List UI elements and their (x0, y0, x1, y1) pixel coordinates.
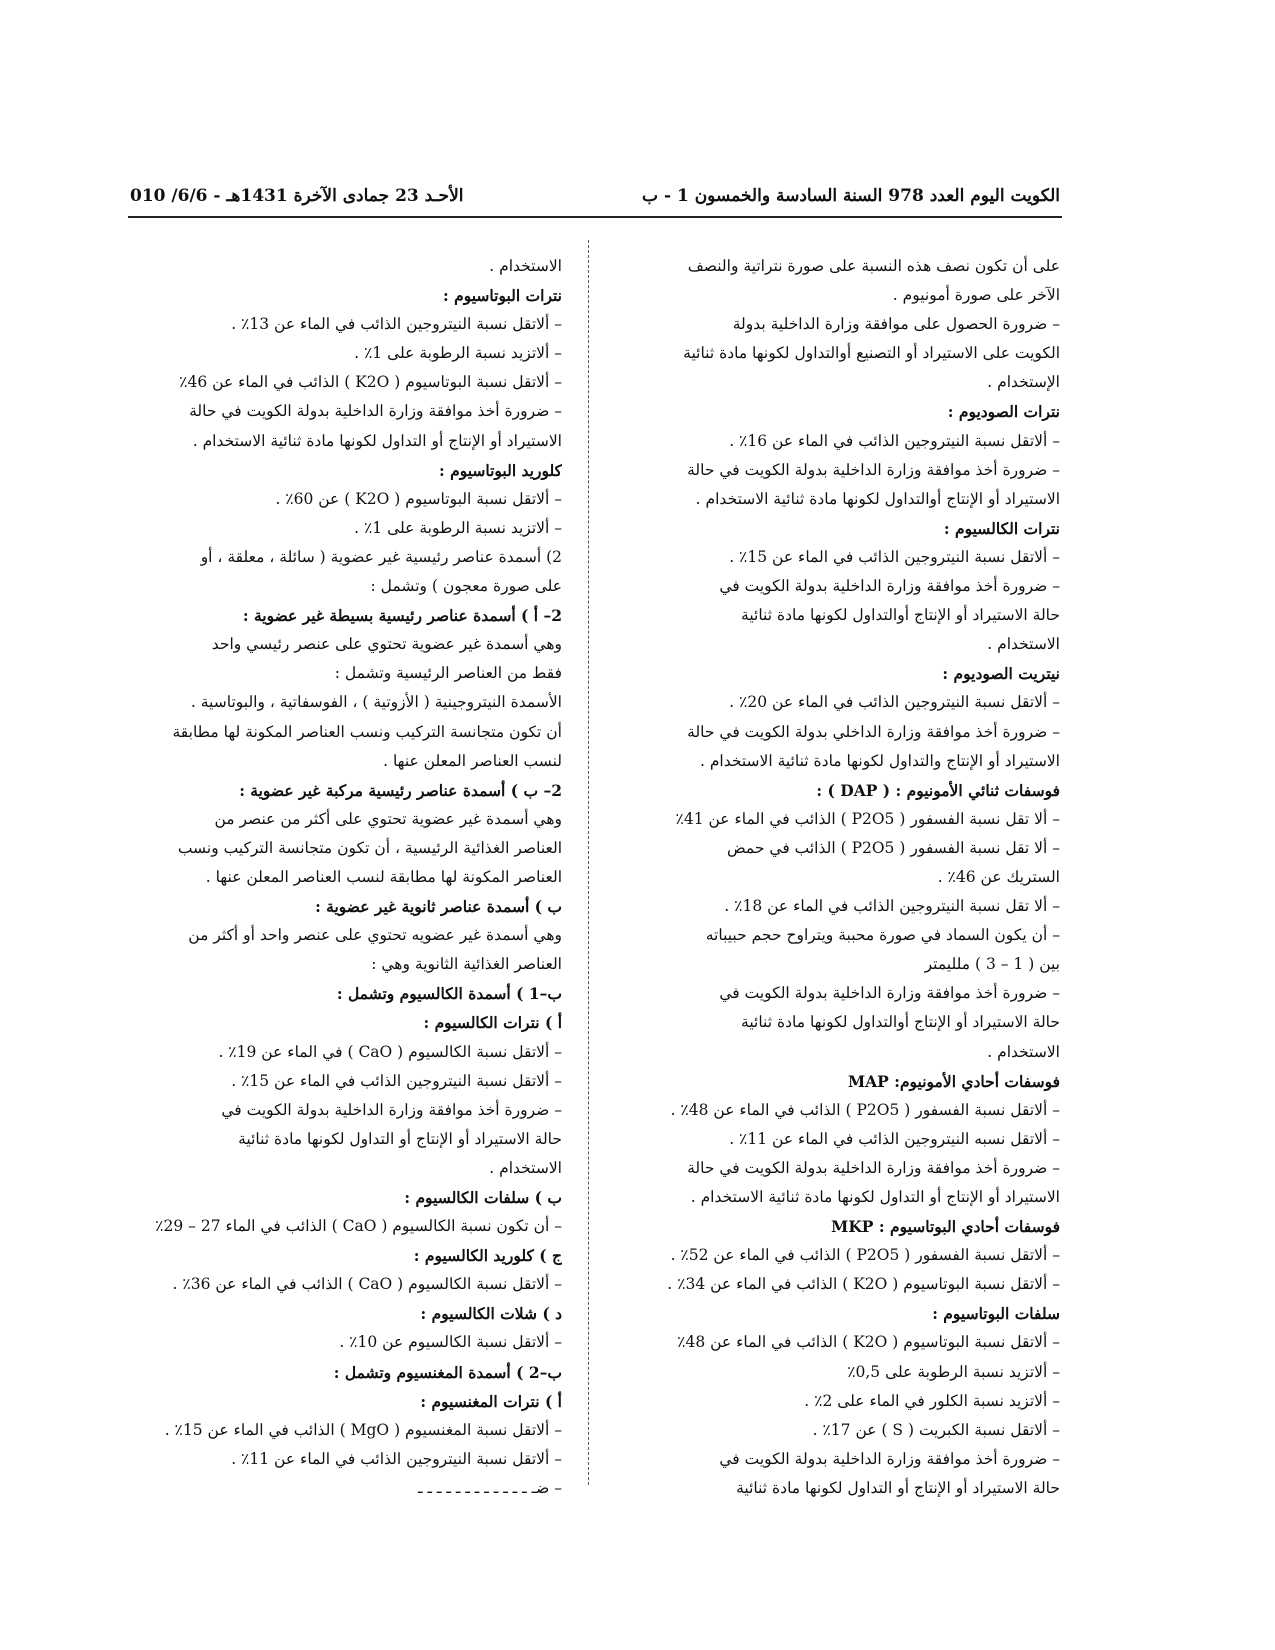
text-line: وهي أسمدة غير عضوية تحتوي على عنصر رئيسي واحد (211, 635, 562, 654)
text-line: – أن تكون نسبة الكالسيوم ( CaO ) الذائب في الماء 27 – 29٪ (155, 1217, 562, 1236)
section-heading: نترات الكالسيوم : (943, 518, 1060, 538)
text-line: الآخر على صورة أمونيوم . (892, 286, 1060, 305)
header-issue-info: الكويت اليوم العدد 978 السنة السادسة والخمسون 1 - ب (642, 186, 1060, 206)
text-line: الاستيراد أو الإنتاج والتداول لكونها مادة ثنائية الاستخدام . (699, 751, 1060, 770)
text-line: – ضرورة أخذ موافقة وزارة الداخلية بدولة الكويت في (719, 1449, 1060, 1468)
text-line: حالة الاستيراد أو الإنتاج أوالتداول لكونها مادة ثنائية (741, 606, 1060, 625)
section-heading: سلفات البوتاسيوم : (932, 1304, 1060, 1324)
text-line: – ألاتقل نسبة النيتروجين الذائب في الماء عن 16٪ . (729, 431, 1060, 450)
text-line: الأسمدة النيتروجينية ( الأزوتية ) ، الفوسفاتية ، والبوتاسية . (190, 693, 562, 712)
section-heading: نترات البوتاسيوم : (443, 286, 562, 306)
section-heading: ب ) أسمدة عناصر ثانوية غير عضوية : (315, 897, 562, 917)
text-line: – ألاتقل نسبة البوتاسيوم ( K2O ) الذائب في الماء عن 34٪ . (667, 1275, 1060, 1294)
section-heading: ب–2 ) أسمدة المغنسيوم وتشمل : (333, 1362, 562, 1382)
header-date: الأحـد 23 جمادى الآخرة 1431هـ - 6/6/ 010 (130, 186, 464, 206)
section-heading: نيتريت الصوديوم : (942, 664, 1060, 684)
text-line: – ضرورة أخذ موافقة وزارة الداخلية بدولة الكويت في حالة (687, 1158, 1060, 1177)
text-line: الكويت على الاستيراد أو التصنيع أوالتداول لكونها مادة ثنائية (683, 344, 1060, 363)
text-line: – ضـ ـ ـ ـ ـ ـ ـ ـ ـ ـ ـ ـ ـ (418, 1478, 562, 1497)
section-heading: فوسفات ثنائي الأمونيوم : ( DAP ) : (816, 780, 1060, 800)
text-line: – ألاتقل نسبة البوتاسيوم ( K2O ) عن 60٪ . (275, 489, 562, 508)
text-line: – ألا تقل نسبة الفسفور ( P2O5 ) الذائب في حمض (726, 838, 1060, 857)
section-heading: 2– أ ) أسمدة عناصر رئيسية بسيطة غير عضوية : (242, 606, 562, 626)
text-line: – ألا تقل نسبة النيتروجين الذائب في الماء عن 18٪ . (724, 897, 1060, 916)
text-line: – ألاتزيد نسبة الكلور في الماء على 2٪ . (804, 1391, 1060, 1410)
text-line: – ألاتقل نسبة النيتروجين الذائب في الماء عن 15٪ . (729, 547, 1060, 566)
text-line: لنسب العناصر المعلن عنها . (383, 751, 562, 770)
text-line: فقط من العناصر الرئيسية وتشمل : (334, 664, 562, 683)
text-line: – ألاتقل نسبة الكالسيوم ( CaO ) الذائب في الماء عن 36٪ . (172, 1275, 562, 1294)
text-line: حالة الاستيراد أو الإنتاج أو التداول لكونها مادة ثنائية (736, 1478, 1060, 1497)
text-line: وهي أسمدة غير عضوية تحتوي على أكثر من عنصر من (214, 809, 562, 828)
text-line: الاستيراد أو الإنتاج أو التداول لكونها مادة ثنائية الاستخدام . (192, 431, 562, 450)
text-line: العناصر المكونة لها مطابقة لنسب العناصر المعلن عنها . (205, 867, 562, 886)
text-line: – ألاتقل نسبة النيتروجين الذائب في الماء عن 11٪ . (231, 1449, 562, 1468)
text-line: – ضرورة أخذ موافقة وزارة الداخلية بدولة الكويت في (719, 577, 1060, 596)
text-line: – ألاتقل نسبة البوتاسيوم ( K2O ) الذائب في الماء عن 48٪ (677, 1333, 1060, 1352)
text-line: – ضرورة أخذ موافقة وزارة الداخلية بدولة الكويت في حالة (687, 460, 1060, 479)
text-line: – أن يكون السماد في صورة محببة ويتراوح حجم حبيباته (705, 926, 1060, 945)
text-line: – ألاتقل نسبة النيتروجين الذائب في الماء عن 13٪ . (231, 315, 562, 334)
text-line: العناصر الغذائية الثانوية وهي : (371, 955, 562, 974)
text-line: – ألاتقل نسبة المغنسيوم ( MgO ) الذائب في الماء عن 15٪ . (164, 1420, 562, 1439)
column-divider (588, 240, 589, 1485)
text-line: – ألا تقل نسبة الفسفور ( P2O5 ) الذائب في الماء عن 41٪ (675, 809, 1060, 828)
text-line: – ألاتقل نسبة الفسفور ( P2O5 ) الذائب في الماء عن 52٪ . (670, 1246, 1060, 1265)
section-heading: فوسفات أحادي الأمونيوم: MAP (847, 1071, 1060, 1091)
text-line: الإستخدام . (987, 373, 1060, 392)
text-line: – ألاتزيد نسبة الرطوبة على 1٪ . (354, 518, 562, 537)
text-line: أن تكون متجانسة التركيب ونسب العناصر المكونة لها مطابقة (172, 722, 562, 741)
text-line: – ألاتقل نسبة النيتروجين الذائب في الماء عن 15٪ . (231, 1071, 562, 1090)
section-heading: ب–1 ) أسمدة الكالسيوم وتشمل : (336, 984, 562, 1004)
page-header (130, 184, 1060, 216)
text-line: الاستيراد أو الإنتاج أو التداول لكونها مادة ثنائية الاستخدام . (690, 1188, 1060, 1206)
text-line: بين ( 1 – 3 ) ملليمتر (924, 955, 1060, 974)
right-column (612, 252, 1060, 1503)
text-line: – ضرورة أخذ موافقة وزارة الداخلية بدولة الكويت في حالة (189, 402, 562, 421)
text-line: – ألاتزيد نسبة الرطوبة على 0,5٪ (847, 1362, 1060, 1381)
section-heading: أ ) نترات المغنسيوم : (420, 1391, 562, 1411)
text-line: على صورة معجون ) وتشمل : (370, 577, 562, 596)
text-line: حالة الاستيراد أو الإنتاج أوالتداول لكونها مادة ثنائية (741, 1013, 1060, 1032)
text-line: – ضرورة أخذ موافقة وزارة الداخلي بدولة الكويت في حالة (687, 722, 1060, 741)
text-line: – ألاتقل نسبة الكالسيوم ( CaO ) في الماء عن 19٪ . (218, 1042, 562, 1061)
text-line: على أن تكون نصف هذه النسبة على صورة نتراتية والنصف (687, 257, 1060, 275)
text-line: – ضرورة الحصول على موافقة وزارة الداخلية بدولة (732, 315, 1060, 334)
section-heading: أ ) نترات الكالسيوم : (423, 1013, 562, 1033)
text-line: – ألاتقل نسبة البوتاسيوم ( K2O ) الذائب في الماء عن 46٪ (179, 373, 562, 392)
text-line: – ضرورة أخذ موافقة وزارة الداخلية بدولة الكويت في (719, 984, 1060, 1003)
text-line: 2) أسمدة عناصر رئيسية غير عضوية ( سائلة ، معلقة ، أو (200, 547, 562, 566)
text-line: – ألاتقل نسبة الفسفور ( P2O5 ) الذائب في الماء عن 48٪ . (670, 1100, 1060, 1119)
left-column (130, 252, 562, 1503)
text-line: الاستخدام . (987, 635, 1060, 654)
text-line: – ألاتقل نسبة الكالسيوم عن 10٪ . (339, 1333, 562, 1352)
text-line: الاستخدام . (987, 1042, 1060, 1061)
text-line: الاستخدام . (489, 1158, 562, 1177)
section-heading: ج ) كلوريد الكالسيوم : (413, 1246, 562, 1266)
section-heading: ب ) سلفات الكالسيوم : (404, 1188, 562, 1207)
section-heading: د ) شلات الكالسيوم : (420, 1304, 562, 1324)
text-line: – ألاتزيد نسبة الرطوبة على 1٪ . (354, 344, 562, 363)
section-heading: كلوريد البوتاسيوم : (439, 460, 562, 480)
text-line: – ألاتقل نسبه النيتروجين الذائب في الماء عن 11٪ . (729, 1129, 1060, 1148)
section-heading: 2– ب ) أسمدة عناصر رئيسية مركبة غير عضوية : (239, 780, 562, 800)
text-line: وهي أسمدة غير عضويه تحتوي على عنصر واحد أو أكثر من (188, 926, 562, 945)
text-line: العناصر الغذائية الرئيسية ، أن تكون متجانسة التركيب ونسب (177, 838, 562, 857)
text-line: – ألاتقل نسبة الكبريت ( S ) عن 17٪ . (812, 1420, 1060, 1439)
section-heading: نترات الصوديوم : (947, 402, 1060, 422)
text-line: الاستخدام . (489, 257, 562, 275)
text-line: الاستيراد أو الإنتاج أوالتداول لكونها مادة ثنائية الاستخدام . (695, 489, 1060, 508)
text-line: الستريك عن 46٪ . (937, 867, 1060, 886)
header-rule (128, 216, 1062, 218)
text-line: حالة الاستيراد أو الإنتاج أو التداول لكونها مادة ثنائية (238, 1129, 562, 1148)
text-line: – ألاتقل نسبة النيتروجين الذائب في الماء عن 20٪ . (729, 693, 1060, 712)
section-heading: فوسفات أحادي البوتاسيوم : MKP (831, 1217, 1060, 1237)
text-line: – ضرورة أخذ موافقة وزارة الداخلية بدولة الكويت في (221, 1100, 562, 1119)
